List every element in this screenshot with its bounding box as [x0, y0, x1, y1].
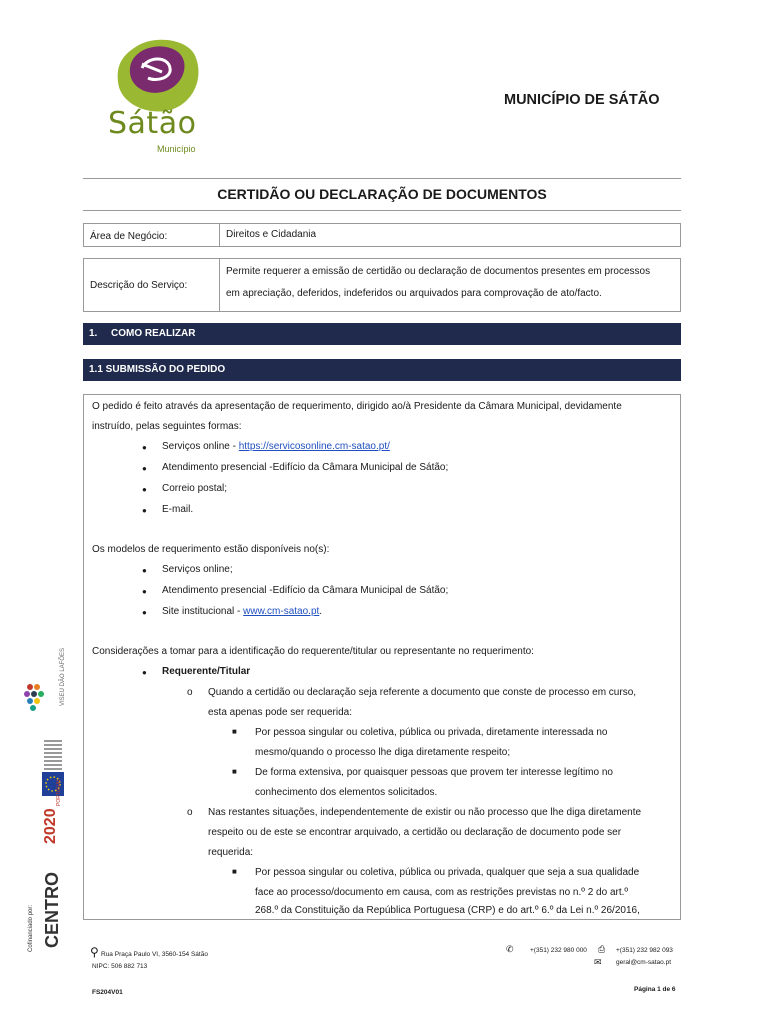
list1-item-1: [162, 437, 390, 458]
document-title: CERTIDÃO OU DECLARAÇÃO DE DOCUMENTOS: [217, 186, 547, 202]
section-1-1-bar: [83, 359, 681, 381]
bullet-icon: ●: [142, 566, 147, 575]
servicos-online-link[interactable]: https://servicosonline.cm-satao.pt/: [238, 441, 390, 452]
content-box: [83, 394, 681, 920]
bullet-icon: ●: [142, 485, 147, 494]
area-divider: [219, 224, 220, 246]
sq1-line-2: mesmo/quando o processo lhe diga diretamente respeito;: [255, 747, 511, 758]
o1-line-1: Quando a certidão ou declaração seja referente a documento que conste de processo em curso,: [208, 687, 637, 698]
bullet-icon: ●: [142, 506, 147, 515]
circle-bullet-icon: o: [187, 687, 193, 698]
year-2020-text: 2020: [42, 808, 59, 844]
square-bullet-icon: ■: [232, 767, 237, 776]
funding-logos-sidebar: [20, 647, 72, 960]
square-bullet-icon: ■: [232, 727, 237, 736]
o2-line-1: Nas restantes situações, independentemente de existir ou não processo que lhe diga diretamente: [208, 807, 642, 818]
description-divider: [219, 259, 220, 311]
location-pin-icon: ⚲: [90, 945, 99, 959]
list2-item-3-end: .: [319, 606, 323, 617]
area-row: [83, 223, 681, 247]
bullet-icon: ●: [142, 608, 147, 617]
footer-nipc: NIPC: 506 882 713: [92, 963, 148, 970]
sq3-line-2: face ao processo/documento em causa, com as restrições previstas no n.º 2 do art.º: [255, 887, 629, 898]
o2-line-2: respeito ou de este se encontrar arquivado, a certidão ou declaração de documento pode ser: [208, 827, 622, 838]
title-bottom-rule: [83, 210, 681, 211]
bullet-icon: ●: [142, 464, 147, 473]
list2-item-1: Serviços online;: [162, 564, 233, 575]
list2-item-3: [162, 602, 322, 623]
area-label: Área de Negócio:: [90, 231, 168, 242]
email-icon: ✉: [594, 957, 602, 967]
footer-email: geral@cm-satao.pt: [616, 959, 672, 966]
cofinanced-text: Cofinanciado por:: [28, 904, 34, 952]
dots-logo-icon: [22, 682, 48, 712]
phone-icon: ✆: [506, 944, 514, 954]
list2-item-3-text: Site institucional -: [162, 606, 244, 617]
bullet-icon: ●: [142, 668, 147, 677]
logo-text: Sátão: [108, 106, 197, 141]
requerente-title: Requerente/Titular: [162, 666, 251, 677]
title-top-rule: [83, 178, 681, 179]
municipality-name: MUNICÍPIO DE SÁTÃO: [504, 92, 660, 108]
site-institucional-link[interactable]: www.cm-satao.pt: [243, 606, 320, 617]
portugal-2020-logo: [38, 778, 64, 846]
sq3-line-3: 268.º da Constituição da República Portuguesa (CRP) e do art.º 6.º da Lei n.º 26/2016,: [255, 905, 640, 916]
bullet-icon: ●: [142, 443, 147, 452]
circle-bullet-icon: o: [187, 807, 193, 818]
models-intro: Os modelos de requerimento estão disponíveis no(s):: [92, 544, 330, 555]
sq3-line-1: Por pessoa singular ou coletiva, pública ou privada, qualquer que seja a sua qualidade: [255, 867, 640, 878]
o2-line-3: requerida:: [208, 847, 254, 858]
footer-code: FS204V01: [92, 989, 123, 996]
o1-line-2: esta apenas pode ser requerida:: [208, 707, 352, 718]
intro-line-1: O pedido é feito através da apresentação de requerimento, dirigido ao/à Presidente da Câmara Municipal, devidamente: [92, 401, 622, 412]
description-line-1: Permite requerer a emissão de certidão ou declaração de documentos presentes em processos: [226, 266, 651, 277]
section-1-title: COMO REALIZAR: [111, 328, 196, 339]
footer-page-number: Página 1 de 6: [634, 986, 676, 993]
list1-item-4: E-mail.: [162, 504, 194, 515]
description-row: [83, 258, 681, 312]
section-1-1-title: 1.1 SUBMISSÃO DO PEDIDO: [89, 364, 226, 375]
square-bullet-icon: ■: [232, 867, 237, 876]
description-label: Descrição do Serviço:: [90, 280, 188, 291]
sq2-line-1: De forma extensiva, por quaisquer pessoas que provem ter interesse legítimo no: [255, 767, 613, 778]
footer-phone: +(351) 232 980 000: [530, 947, 587, 954]
fax-icon: ⎙: [598, 944, 606, 954]
sq1-line-1: Por pessoa singular ou coletiva, pública ou privada, diretamente interessada no: [255, 727, 608, 738]
portugal-text: PORTUGAL: [56, 778, 62, 806]
footer-fax: +(351) 232 982 093: [616, 947, 673, 954]
description-line-2: em apreciação, deferidos, indeferidos ou arquivados para comprovação de ato/facto.: [226, 288, 602, 299]
footer-address: Rua Praça Paulo VI, 3560-154 Sátão: [101, 951, 208, 958]
viseu-dao-lafoes-text: VISEU DÃO LAFÕES: [60, 647, 66, 706]
list1-item-2: Atendimento presencial -Edifício da Câmara Municipal de Sátão;: [162, 462, 449, 473]
list1-item-3: Correio postal;: [162, 483, 228, 494]
centro-text: CENTRO: [42, 872, 62, 948]
bullet-icon: ●: [142, 587, 147, 596]
list2-item-2: Atendimento presencial -Edifício da Câmara Municipal de Sátão;: [162, 585, 449, 596]
considerations: Considerações a tomar para a identificação do requerente/titular ou representante no requerimento:: [92, 646, 534, 657]
program-logo: [44, 740, 62, 772]
intro-line-2: instruído, pelas seguintes formas:: [92, 421, 242, 432]
logo-subtext: Município: [157, 144, 196, 154]
section-1-bar: [83, 323, 681, 345]
sq2-line-2: conhecimento dos elementos solicitados.: [255, 787, 438, 798]
list1-item-1-text: Serviços online -: [162, 441, 239, 452]
section-1-number: 1.: [89, 328, 98, 339]
area-value: Direitos e Cidadania: [226, 229, 317, 240]
